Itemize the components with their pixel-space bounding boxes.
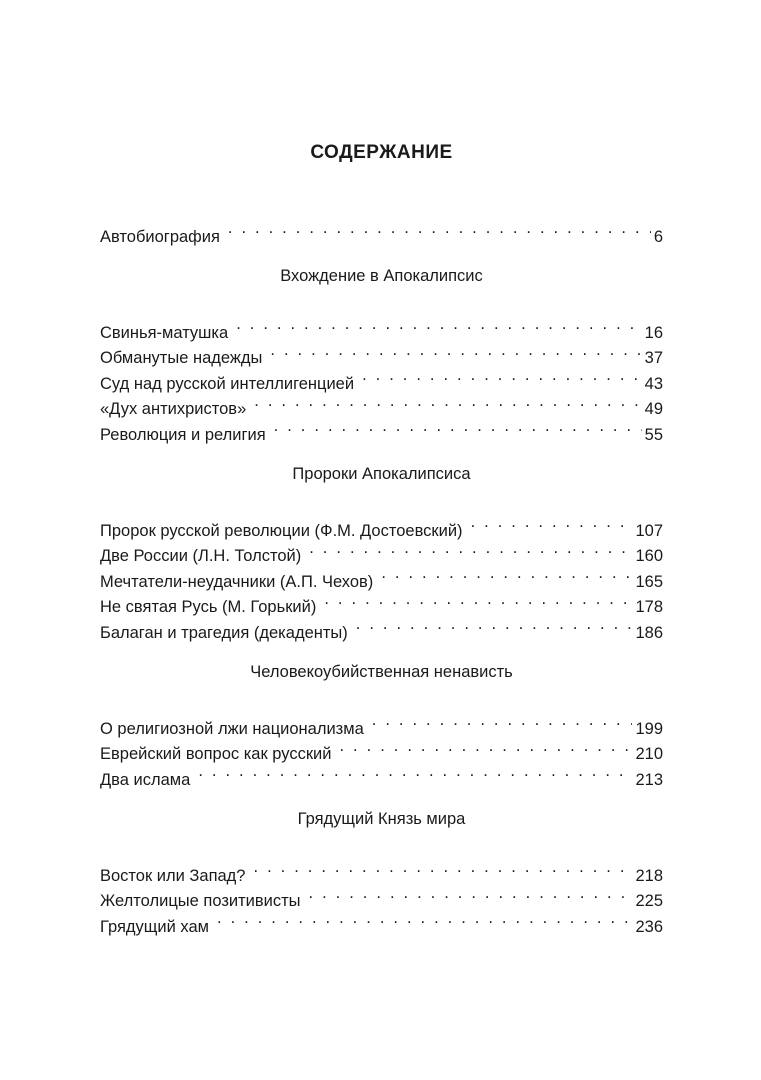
- toc-entry[interactable]: [100, 708, 663, 738]
- dot-leader: [339, 734, 632, 760]
- section-heading: Человекоубийственная ненависть: [250, 662, 513, 681]
- toc-entry[interactable]: [100, 855, 663, 885]
- toc-entry-page: 210: [635, 745, 663, 763]
- dot-leader: [356, 612, 633, 638]
- toc-entry-page: 165: [635, 572, 663, 591]
- toc-entry-label: О религиозной лжи национализма: [100, 719, 364, 738]
- toc-entry-label: Автобиография: [100, 227, 220, 246]
- dot-leader: [217, 906, 632, 932]
- toc-entry-label: Восток или Запад?: [100, 866, 246, 885]
- dot-leader: [362, 363, 642, 389]
- toc-entry-label: Балаган и трагедия (декаденты): [100, 623, 348, 642]
- toc-entry-page: 160: [635, 547, 663, 565]
- dot-leader: [309, 881, 633, 907]
- section-heading: Грядущий Князь мира: [297, 809, 466, 828]
- dot-leader: [274, 414, 642, 440]
- dot-leader: [372, 708, 633, 734]
- toc-entry-page: 178: [635, 598, 663, 616]
- toc-entry-page: 218: [635, 866, 663, 885]
- toc-entry[interactable]: [100, 216, 663, 246]
- toc-entry-label: Еврейский вопрос как русский: [100, 745, 332, 763]
- toc-entry-page: 107: [635, 521, 663, 540]
- toc-entry-label: Обманутые надежды: [100, 349, 263, 367]
- toc-entry-label: Не святая Русь (М. Горький): [100, 598, 317, 616]
- toc-entry-page: 186: [635, 623, 663, 642]
- toc-entry-label: Мечтатели-неудачники (А.П. Чехов): [100, 572, 374, 591]
- dot-leader: [236, 312, 641, 338]
- dot-leader: [324, 587, 632, 613]
- dot-leader: [309, 536, 632, 562]
- toc-entry-label: Свинья-матушка: [100, 323, 229, 342]
- toc-entry-page: 49: [644, 400, 663, 418]
- toc-entry-page: 55: [644, 425, 663, 444]
- toc-entry[interactable]: [100, 510, 663, 540]
- section-heading: Пророки Апокалипсиса: [292, 464, 471, 483]
- table-of-contents: [100, 216, 663, 936]
- toc-entry-label: Революция и религия: [100, 425, 266, 444]
- dot-leader: [228, 216, 651, 242]
- dot-leader: [381, 561, 632, 587]
- toc-entry[interactable]: [100, 312, 663, 342]
- section-heading: Вхождение в Апокалипсис: [280, 266, 483, 285]
- toc-entry-page: 43: [644, 374, 663, 393]
- toc-entry-label: Два ислама: [100, 770, 191, 789]
- dot-leader: [471, 510, 633, 536]
- toc-entry-page: 199: [635, 719, 663, 738]
- page-title: СОДЕРЖАНИЕ: [310, 142, 453, 163]
- toc-entry-page: 37: [644, 349, 663, 367]
- dot-leader: [270, 338, 641, 364]
- toc-entry-label: «Дух антихристов»: [100, 400, 247, 418]
- toc-entry-label: Грядущий хам: [100, 917, 209, 936]
- toc-entry-label: Желтолицые позитивисты: [100, 892, 301, 910]
- toc-entry-page: 6: [653, 227, 663, 246]
- toc-entry-page: 16: [644, 323, 663, 342]
- toc-entry-page: 236: [635, 917, 663, 936]
- dot-leader: [254, 389, 641, 415]
- toc-entry-label: Две России (Л.Н. Толстой): [100, 547, 302, 565]
- dot-leader: [254, 855, 633, 881]
- toc-entry-label: Пророк русской революции (Ф.М. Достоевский): [100, 521, 463, 540]
- dot-leader: [198, 759, 632, 785]
- toc-entry-page: 225: [635, 892, 663, 910]
- toc-entry-page: 213: [635, 770, 663, 789]
- toc-entry-label: Суд над русской интеллигенцией: [100, 374, 355, 393]
